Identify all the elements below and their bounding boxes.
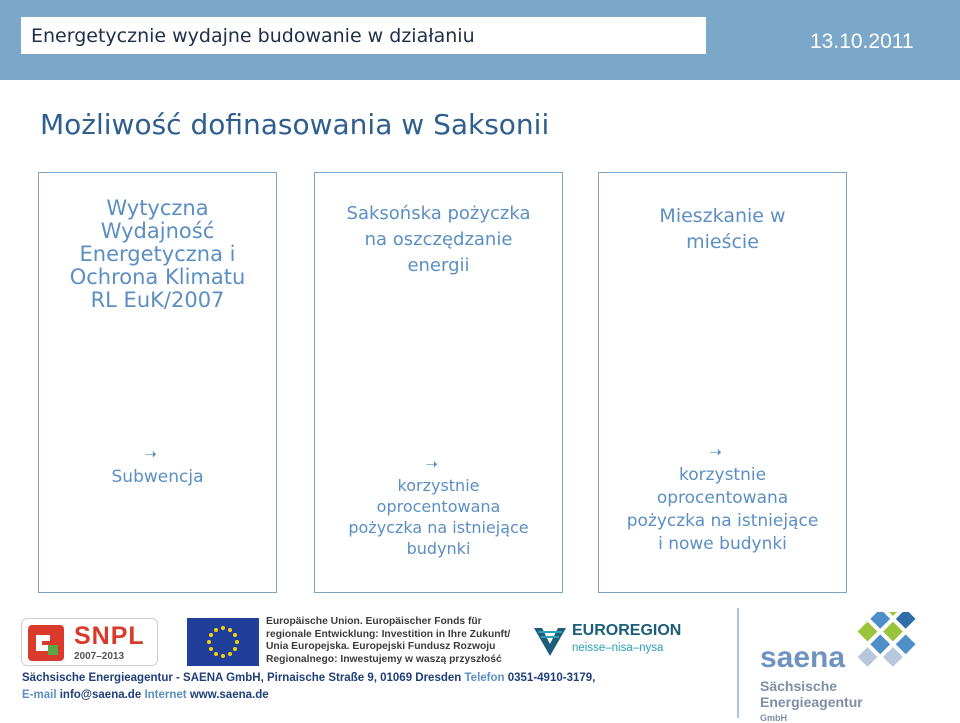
heading-line: Wydajność (100, 219, 215, 243)
contact-line-address (22, 672, 595, 684)
body-line: pożyczka na istniejące (348, 518, 529, 537)
heading-line: na oszczędzanie (364, 229, 513, 250)
column-heading (599, 203, 846, 255)
column-heading (39, 197, 276, 312)
contact-line-online (22, 689, 269, 701)
body-line: budynki (406, 539, 471, 558)
heading-line: RL EuK/2007 (90, 288, 225, 312)
column-body (39, 443, 276, 489)
address-text: Sächsische Energieagentur - SAENA GmbH, Pirnaische Straße 9, 01069 Dresden (22, 672, 462, 684)
arrow-right-icon: ➝ (709, 443, 722, 461)
page-title: Możliwość dofinasowania w Saksonii (40, 108, 550, 141)
body-line (315, 454, 562, 496)
snpl-years: 2007–2013 (74, 651, 125, 662)
body-line (599, 441, 846, 487)
body-line: oprocentowana (656, 488, 789, 508)
heading-line: mieście (686, 231, 759, 253)
body-line: oprocentowana (376, 497, 501, 516)
saena-gmbh: GmbH (760, 713, 787, 723)
eu-flag-icon (187, 618, 259, 666)
header-date: 13.10.2011 (810, 30, 914, 53)
euroregion-subtitle: neisse–nisa–nysa (572, 642, 664, 654)
column-body (315, 454, 562, 559)
body-text: Subwencja (111, 467, 204, 487)
footer-divider (737, 608, 739, 718)
heading-line: Ochrona Klimatu (69, 265, 246, 289)
body-text: korzystnie (397, 476, 480, 495)
heading-line: energii (407, 255, 470, 276)
website-link[interactable]: www.saena.de (189, 689, 269, 701)
euroregion-logo (532, 620, 702, 662)
euroregion-title: EUROREGION (572, 622, 682, 639)
column-box-guideline (38, 172, 277, 593)
body-line: pożyczka na istniejące (626, 511, 819, 531)
header-title: Energetycznie wydajne budowanie w działaniu (21, 17, 706, 54)
column-box-city-housing (598, 172, 847, 593)
heading-line: Mieszkanie w (659, 205, 786, 227)
eu-text-line: Regionalnego: Inwestujemy w waszą przyszłość (266, 653, 502, 665)
saena-subtitle (760, 678, 863, 723)
email-label: E-mail (22, 689, 57, 701)
eu-text-line: Unia Europejska. Europejski Fundusz Rozwoju (266, 641, 496, 653)
saena-name: saena (760, 641, 846, 674)
heading-line: Energetyczna i (79, 242, 236, 266)
euroregion-mark-icon (532, 622, 568, 658)
saena-logo (756, 612, 960, 723)
eu-text-line: regionale Entwicklung: Investition in Ihre Zukunft/ (266, 628, 511, 640)
snpl-name: SNPL (74, 622, 145, 650)
body-line: i nowe budynki (658, 534, 787, 554)
email-link[interactable]: info@saena.de (59, 689, 142, 701)
column-body (599, 441, 846, 556)
arrow-right-icon: ➝ (425, 455, 438, 473)
heading-line: Saksońska pożyczka (346, 203, 531, 224)
eu-funding-text (266, 616, 510, 666)
eu-text-line: Europäische Union. Europäischer Fonds für (266, 616, 482, 627)
column-heading (315, 201, 562, 279)
heading-line: Wytyczna (106, 196, 209, 220)
snpl-logo (21, 618, 158, 666)
column-box-loan (314, 172, 563, 593)
telefon-value: 0351-4910-3179, (507, 672, 596, 684)
saena-line (760, 694, 863, 723)
body-line (39, 443, 276, 489)
internet-label: Internet (144, 689, 187, 701)
snpl-mark-icon (28, 625, 64, 661)
arrow-right-icon: ➝ (144, 445, 157, 463)
saena-line: Sächsische (760, 678, 838, 694)
telefon-label: Telefon (464, 672, 505, 684)
body-text: korzystnie (678, 465, 767, 485)
saena-line-text: Energieagentur (760, 694, 863, 710)
